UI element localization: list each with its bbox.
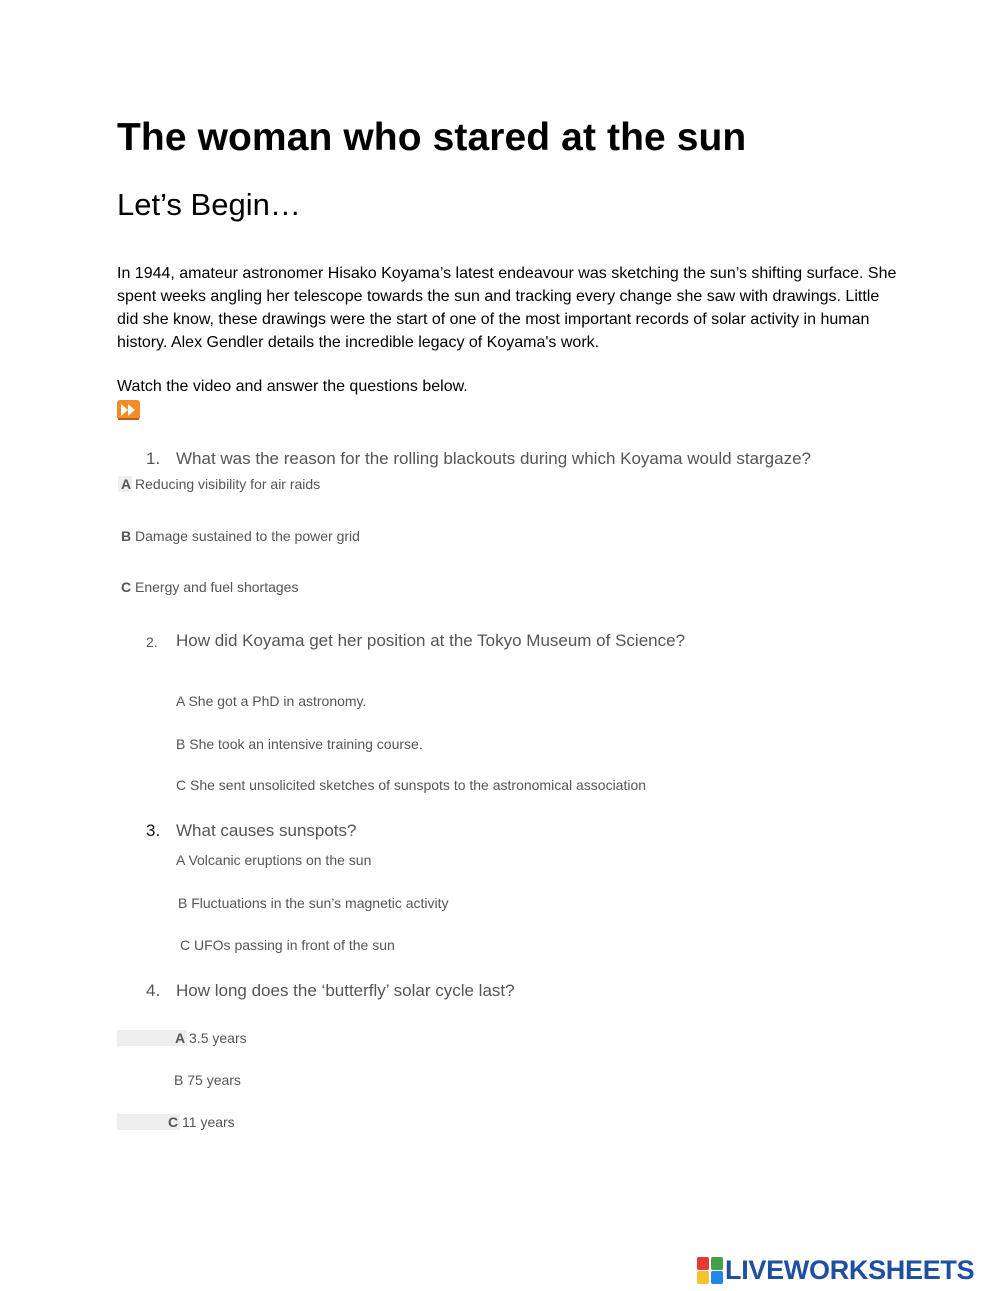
option-letter: A: [175, 1030, 186, 1046]
option-letter: A: [121, 476, 132, 492]
q4-option-c[interactable]: [168, 1114, 235, 1130]
q4-option-a[interactable]: [175, 1030, 247, 1046]
q2-option-b[interactable]: B She took an intensive training course.: [176, 736, 423, 752]
option-text: 11 years: [182, 1114, 235, 1130]
q3-option-b[interactable]: B Fluctuations in the sun’s magnetic activity: [178, 895, 449, 911]
q4-option-b[interactable]: B 75 years: [174, 1072, 241, 1088]
q1-option-c[interactable]: [121, 579, 298, 595]
q1-option-b[interactable]: [121, 528, 360, 544]
option-text: Damage sustained to the power grid: [135, 528, 360, 544]
q3-option-c[interactable]: C UFOs passing in front of the sun: [180, 937, 395, 953]
question-3-number: 3.: [146, 821, 161, 840]
q2-option-c[interactable]: C She sent unsolicited sketches of sunspots to the astronomical association: [176, 777, 647, 793]
question-1-text: What was the reason for the rolling blackouts during which Koyama would stargaze?: [176, 449, 812, 468]
question-4-text: How long does the ‘butterfly’ solar cycle last?: [176, 981, 515, 1000]
option-text: Reducing visibility for air raids: [135, 476, 321, 492]
option-text: 3.5 years: [189, 1030, 247, 1046]
q1-option-a[interactable]: [121, 476, 320, 492]
liveworksheets-logo-icon: [697, 1257, 723, 1284]
q2-option-a[interactable]: A She got a PhD in astronomy.: [176, 693, 367, 709]
liveworksheets-brand: LIVEWORKSHEETS: [725, 1255, 975, 1285]
option-letter: C: [168, 1114, 179, 1130]
page-title: The woman who stared at the sun: [117, 116, 747, 159]
question-4-number: 4.: [146, 981, 161, 1000]
option-letter: B: [121, 528, 132, 544]
question-3-text: What causes sunspots?: [176, 821, 357, 840]
section-subtitle: Let’s Begin…: [117, 187, 301, 222]
question-2-text: How did Koyama get her position at the Tokyo Museum of Science?: [176, 631, 686, 650]
option-text: Energy and fuel shortages: [135, 579, 299, 595]
q3-option-a[interactable]: A Volcanic eruptions on the sun: [176, 852, 372, 868]
instruction-text: Watch the video and answer the questions below.: [117, 378, 468, 395]
option-letter: C: [121, 579, 132, 595]
intro-paragraph: In 1944, amateur astronomer Hisako Koyama’s latest endeavour was sketching the sun’s shifting surface. She spent weeks angling her telescope towards the sun and tracking every change she saw with drawings. Little did she know, these drawings were the start of one of the most important records of solar activity in human history. Alex Gendler details the incredible legacy of Koyama's work.: [117, 265, 897, 351]
question-2-number: 2.: [146, 634, 158, 650]
question-1-number: 1.: [146, 449, 161, 468]
fast-forward-icon[interactable]: [117, 400, 140, 420]
